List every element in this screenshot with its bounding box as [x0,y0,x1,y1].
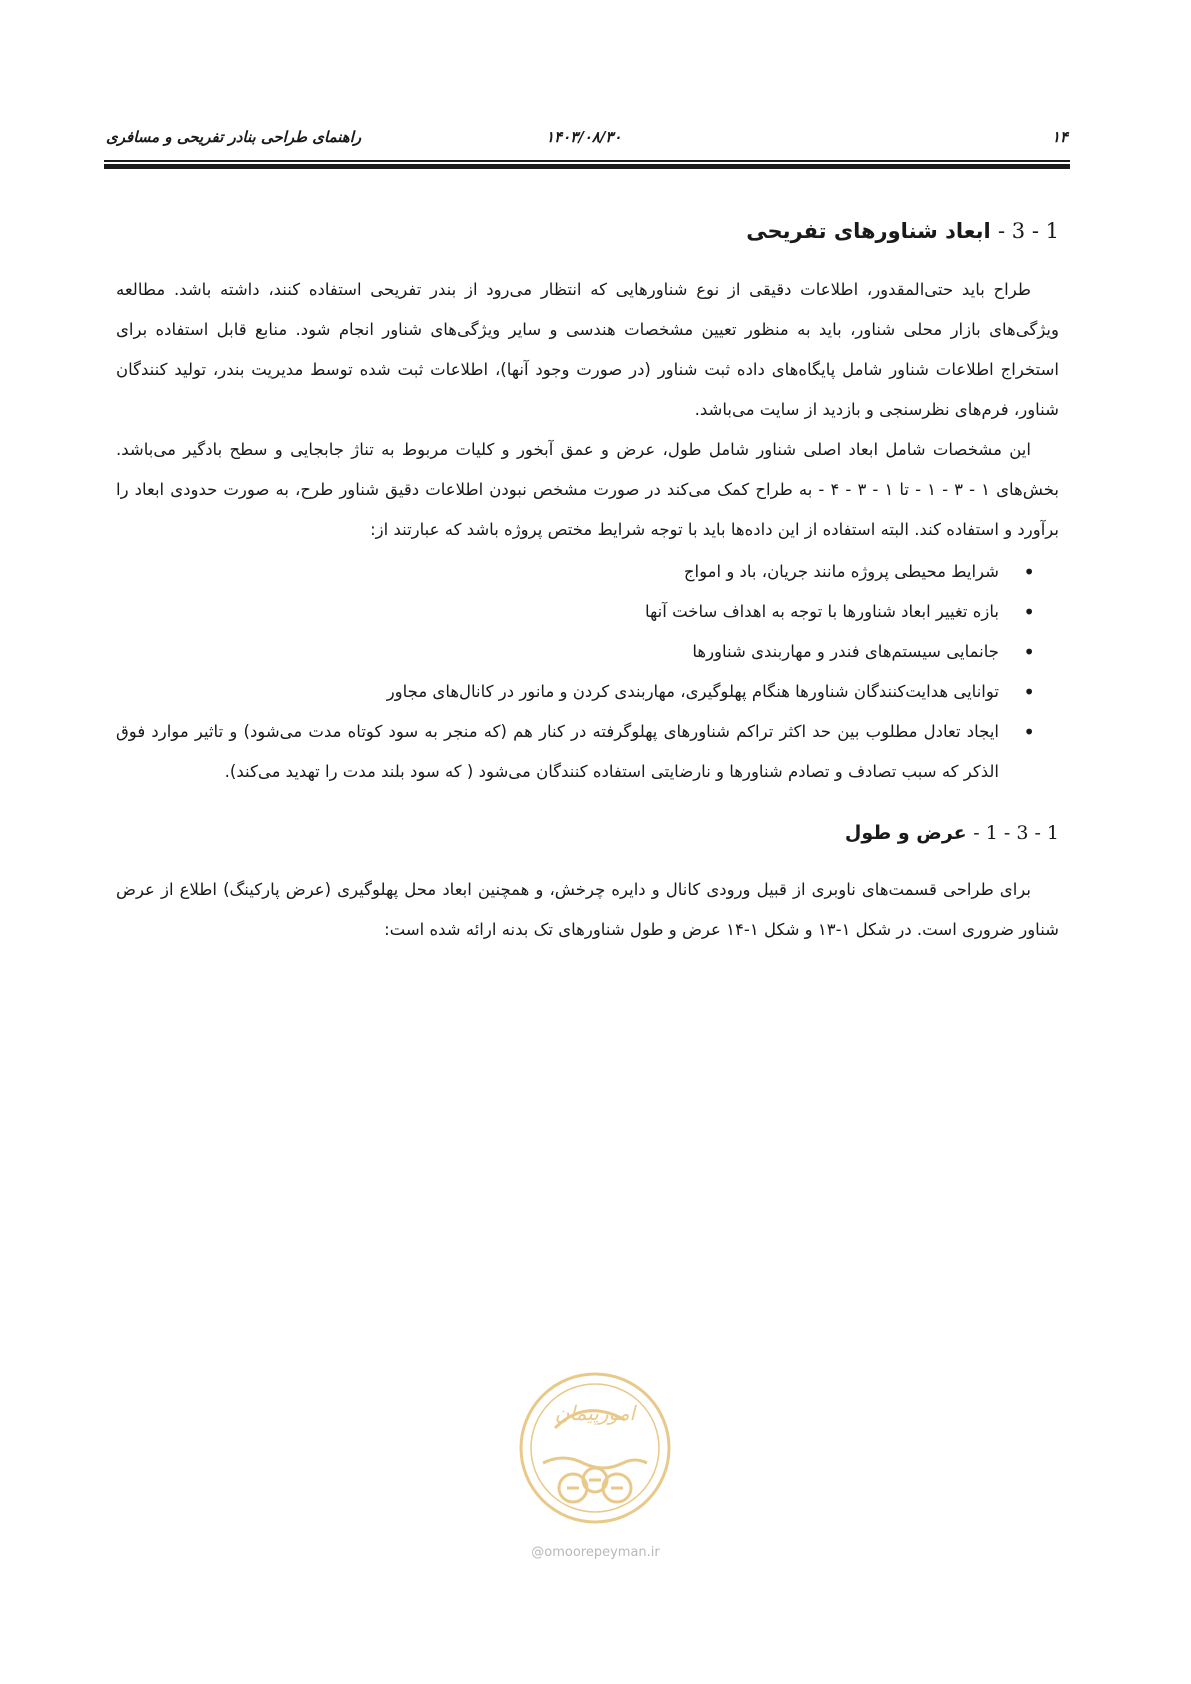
body-paragraph: برای طراحی قسمت‌های ناوبری از قبیل ورودی کانال و دایره چرخش، و همچنین ابعاد محل پهلوگیری (عرض پارکینگ) اطلاع از عرض شناور ضروری است. در شکل ۱-۱۳ و شکل ۱-۱۴ عرض و طول شناورهای تک بدنه ارائه شده است: [116,880,1059,939]
list-item: • توانایی هدایت‌کنندگان شناورها هنگام پهلوگیری، مهاربندی کردن و مانور در کانال‌های مجاور [116,672,1035,712]
subsection-heading [116,816,1059,850]
section-heading [116,214,1059,248]
subsection-title: عرض و طول [844,822,967,844]
section-title: ابعاد شناورهای تفریحی [746,219,991,243]
page-content [116,214,1059,950]
section-number: 1 - 3 - [998,219,1059,243]
list-item: • ایجاد تعادل مطلوب بین حد اکثر تراکم شناورهای پهلوگرفته در کنار هم (که منجر به سود کوتاه مدت می‌شود) و تاثیر موارد فوق الذکر که سبب تصادف و تصادم شناورها و نارضایتی استفاده کنندگان می‌شود ( که سود بلند مدت را تهدید می‌کند). [116,712,1035,792]
header-rule-thin [104,160,1070,162]
body-paragraph: طراح باید حتی‌المقدور، اطلاعات دقیقی از نوع شناورهایی که انتظار می‌رود از بندر تفریحی استفاده کنند، داشته باشد. مطالعه ویژگی‌های بازار محلی شناور، باید به منظور تعیین مشخصات هندسی و سایر ویژگی‌های شناور انجام شود. منابع قابل استفاده برای استخراج اطلاعات شناور شامل پایگاه‌های داده ثبت شناور (در صورت وجود آنها)، اطلاعات ثبت شده توسط مدیریت بندر، تولید کنندگان شناور، فرم‌های نظرسنجی و بازدید از سایت می‌باشد. [116,280,1059,419]
bullet-list [116,552,1059,792]
subsection-number: 1 - 3 - 1 - [973,822,1059,844]
watermark-site: @omoorepeyman.ir [531,1545,660,1560]
page-number: ۱۴ [1051,128,1068,146]
header-date: ۱۴۰۳/۰۸/۳۰ [546,128,622,146]
body-paragraph: این مشخصات شامل ابعاد اصلی شناور شامل طول، عرض و عمق آبخور و کلیات مربوط به تناژ جابجایی و سطح بادگیر می‌باشد. بخش‌های ۱ - ۳ - ۱ - تا ۱ - ۳ - ۴ - به طراح کمک می‌کند در صورت مشخص نبودن اطلاعات دقیق شناور طرح، به صورت حدودی ابعاد را برآورد و استفاده کند. البته استفاده از این داده‌ها باید با توجه شرایط مختص پروژه باشد که عبارتند از: [116,440,1060,539]
page-header [106,128,1068,154]
watermark-logo-text: امورپیمان [554,1401,636,1425]
watermark-logo-icon [515,1368,675,1528]
list-item: • بازه تغییر ابعاد شناورها با توجه به اهداف ساخت آنها [116,592,1035,632]
list-item: • جانمایی سیستم‌های فندر و مهاربندی شناورها [116,632,1035,672]
header-book-title: راهنمای طراحی بنادر تفریحی و مسافری [106,128,362,146]
header-rule-thick [104,164,1070,169]
list-item: • شرایط محیطی پروژه مانند جریان، باد و امواج [116,552,1035,592]
